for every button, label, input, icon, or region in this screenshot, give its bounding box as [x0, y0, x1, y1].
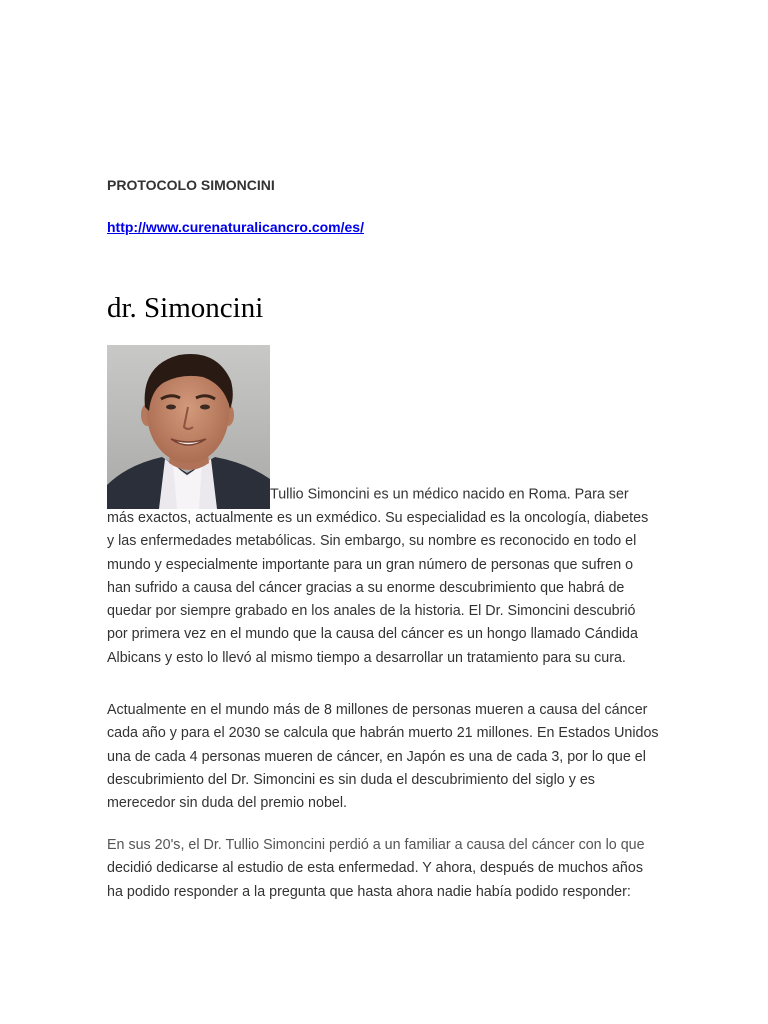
intro-paragraph	[107, 345, 659, 670]
history-paragraph-rest: decidió dedicarse al estudio de esta enfermedad. Y ahora, después de muchos años ha podido responder a la pregunta que hasta ahora nadie había podido responder:	[107, 860, 643, 900]
section-heading: dr. Simoncini	[107, 292, 264, 324]
intro-paragraph-text: Tullio Simoncini es un médico nacido en Roma. Para ser más exactos, actualmente es un exmédico. Su especialidad es la oncología, diabetes y las enfermedades metabólicas. Sin embargo, su nombre es reconocido en todo el mundo y especialmente importante para un gran número de personas que sufren o han sufrido a causa del cáncer gracias a su enorme descubrimiento que habrá de quedar por siempre grabado en los anales de la historia. El Dr. Simoncini descubrió por primera vez en el mundo que la causa del cáncer es un hongo llamado Cándida Albicans y esto lo llevó al mismo tiempo a desarrollar un tratamiento para su cura.	[107, 486, 649, 666]
statistics-paragraph: Actualmente en el mundo más de 8 millones de personas mueren a causa del cáncer cada año y para el 2030 se calcula que habrán muerto 21 millones. En Estados Unidos una de cada 4 personas mueren de cáncer, en Japón es una de cada 3, por lo que el descubrimiento del Dr. Simoncini es sin duda el descubrimiento del siglo y es merecedor sin duda del premio nobel.	[107, 702, 659, 812]
history-paragraph	[107, 834, 659, 904]
document-title: PROTOCOLO SIMONCINI	[107, 177, 275, 193]
portrait-photo	[107, 345, 270, 509]
history-paragraph-lead: En sus 20's, el Dr. Tullio Simoncini perdió a un familiar a causa del cáncer con lo que	[107, 837, 645, 853]
website-link[interactable]: http://www.curenaturalicancro.com/es/	[107, 219, 364, 235]
